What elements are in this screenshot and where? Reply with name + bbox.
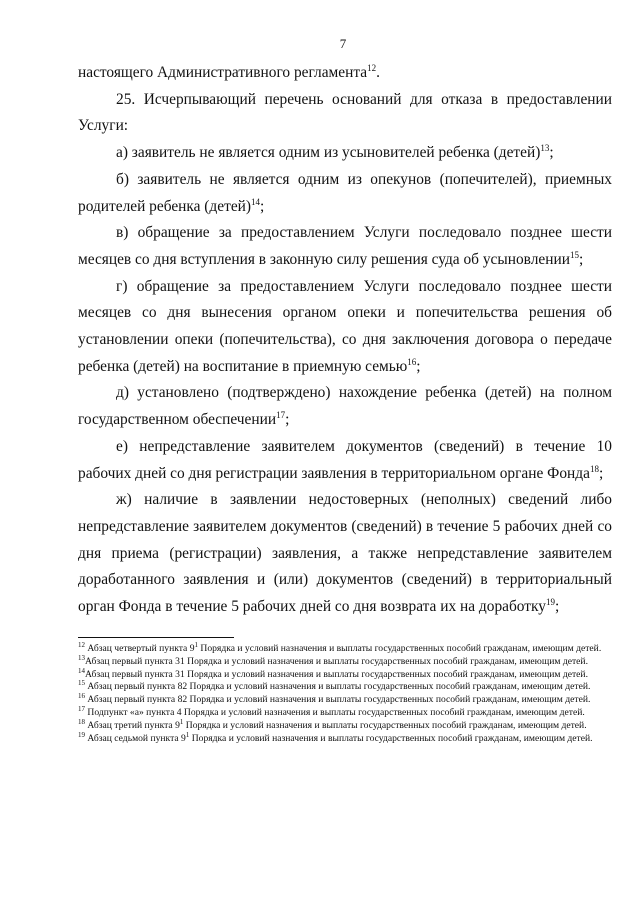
footnote-number: 16 [78, 692, 85, 701]
footnote-number: 15 [78, 679, 85, 688]
footnote-text: Абзац третий пункта 9 [85, 719, 180, 731]
paragraph-text: в) обращение за предоставлением Услуги последовало позднее шести месяцев со дня вступления в законную силу решения суда об усыновлении [78, 224, 612, 268]
footnote-12 [78, 643, 612, 656]
paragraph-item-a [78, 140, 612, 167]
paragraph-item-d [78, 380, 612, 433]
paragraph-text: д) установлено (подтверждено) нахождение ребенка (детей) на полном государственном обеспечении [78, 384, 612, 429]
footnote-ref: 18 [589, 463, 599, 474]
footnote-number: 14 [78, 666, 85, 675]
paragraph-tail: ; [549, 144, 554, 162]
paragraph-tail: ; [416, 357, 421, 375]
footnote-text: Абзац первый пункта 82 Порядка и условий назначения и выплаты государственных пособий гражданам, имеющим детей. [85, 681, 591, 693]
paragraph-item-zh [78, 487, 612, 621]
footnote-ref: 19 [545, 597, 555, 608]
paragraph-text: е) непредставление заявителем документов (сведений) в течение 10 рабочих дней со дня регистрации заявления в территориальном органе Фонда [78, 437, 612, 482]
footnote-15 [78, 681, 612, 694]
paragraph-tail: ; [554, 598, 560, 616]
paragraph-text: настоящего Административного регламента [78, 64, 368, 81]
footnote-ref: 13 [540, 143, 550, 154]
paragraph-item-g [78, 274, 612, 381]
footnote-18 [78, 717, 612, 733]
paragraph-item-b [78, 167, 612, 220]
footnotes [78, 643, 612, 745]
footnote-text: Подпункт «а» пункта 4 Порядка и условий назначения и выплаты государственных пособий гражданам, имеющим детей. [85, 706, 585, 718]
footnote-ref: 17 [276, 410, 286, 421]
footnote-number: 13 [78, 653, 85, 662]
paragraph-continuation [78, 60, 612, 87]
page-number: 7 [339, 36, 347, 51]
paragraph-item-25 [78, 87, 612, 140]
footnote-text: Абзац седьмой пункта 9 [85, 732, 186, 744]
footnote-text: Абзац первый пункта 31 Порядка и условий назначения и выплаты государственных пособий гражданам, имеющим детей. [85, 655, 588, 667]
footnote-divider [78, 637, 234, 638]
footnote-ref: 15 [569, 249, 579, 260]
footnote-superscript: 1 [194, 641, 199, 649]
footnote-text: Абзац первый пункта 31 Порядка и условий назначения и выплаты государственных пособий гражданам, имеющим детей. [85, 668, 588, 680]
paragraph-tail: ; [578, 250, 584, 268]
footnote-ref: 14 [251, 196, 261, 207]
footnote-superscript: 1 [185, 730, 190, 739]
footnote-16 [78, 694, 612, 707]
paragraph-text: б) заявитель не является одним из опекунов (попечителей), приемных родителей ребенка (детей) [78, 170, 612, 215]
paragraph-tail: ; [260, 197, 265, 215]
footnote-13 [78, 653, 612, 669]
paragraph-tail: . [376, 64, 380, 81]
footnote-ref: 16 [407, 356, 417, 367]
footnote-text: Абзац первый пункта 82 Порядка и условий назначения и выплаты государственных пособий гражданам, имеющим детей. [85, 694, 591, 706]
footnote-number: 18 [78, 717, 85, 726]
footnote-number: 19 [78, 730, 85, 739]
footnote-superscript: 1 [179, 717, 184, 726]
paragraph-text: ж) наличие в заявлении недостоверных (неполных) сведений либо непредставление заявителем документов (сведений) в течение 5 рабочих дней со дня приема (регистрации) заявления, а также непредставление заявителем доработанного заявления и (или) документов (сведений) в территориальный орган Фонда в течение 5 рабочих дней со дня возврата их на доработку [78, 491, 612, 616]
footnote-17 [78, 704, 612, 720]
footnote-text: Абзац четвертый пункта 9 [85, 643, 195, 654]
footnote-text-tail: Порядка и условий назначения и выплаты государственных пособий гражданам, имеющим детей. [183, 719, 587, 731]
paragraph-text: г) обращение за предоставлением Услуги последовало позднее шести месяцев со дня вынесения органом опеки и попечительства решения об установлении опеки (попечительства), со дня заключения договора о передаче ребенка (детей) на воспитание в приемную семью [78, 277, 612, 375]
footnote-text-tail: Порядка и условий назначения и выплаты государственных пособий гражданам, имеющим детей. [198, 643, 602, 654]
paragraph-tail: ; [285, 411, 290, 429]
paragraph-tail: ; [598, 464, 604, 482]
paragraph-text: 25. Исчерпывающий перечень оснований для отказа в предоставлении Услуги: [78, 90, 612, 135]
footnote-19 [78, 730, 612, 746]
footnote-text-tail: Порядка и условий назначения и выплаты государственных пособий гражданам, имеющим детей. [189, 732, 593, 744]
footnote-number: 12 [78, 641, 85, 649]
footnote-14 [78, 666, 612, 682]
footnote-ref: 12 [367, 63, 377, 73]
body-text [78, 60, 612, 621]
paragraph-text: а) заявитель не является одним из усыновителей ребенка (детей) [116, 144, 541, 162]
paragraph-item-v [78, 220, 612, 273]
paragraph-item-e [78, 434, 612, 487]
footnote-number: 17 [78, 704, 85, 713]
